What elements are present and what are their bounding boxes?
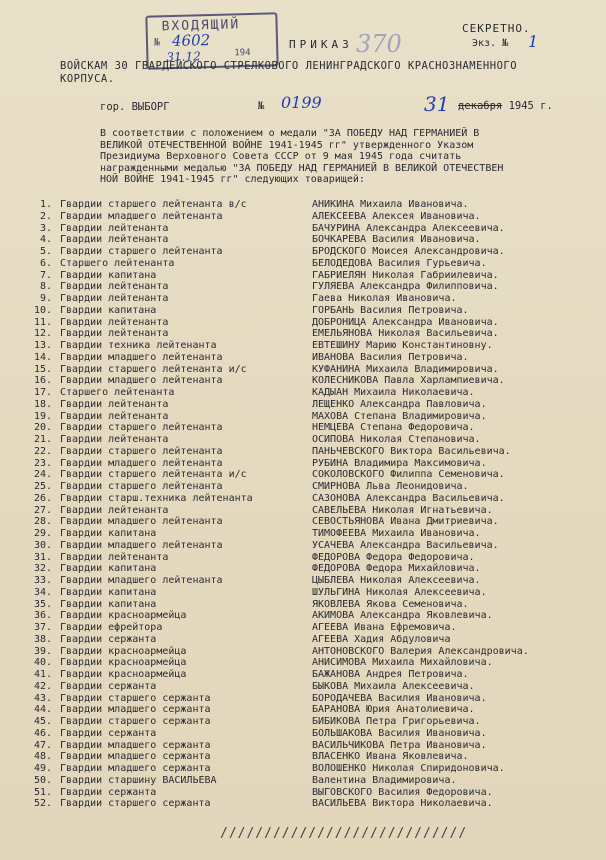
list-item-rank: Гвардии лейтенанта [60, 234, 169, 246]
list-item-name: ИВАНОВА Василия Петровича. [312, 351, 469, 363]
list-item-rank: Старшего лейтенанта [60, 257, 175, 269]
list-item-number: 20. [33, 422, 52, 434]
list-item-name: АНИСИМОВА Михаила Михайловича. [312, 657, 493, 669]
list-item-rank: Гвардии младшего сержанта [60, 751, 211, 763]
list-item-name: ВОЛОШЕНКО Николая Спиридоновича. [312, 763, 505, 774]
list-item-name: БАРАНОВА Юрия Анатолиевича. [312, 704, 475, 716]
list-item-number: 46. [33, 727, 52, 739]
list-item-rank: Гвардии младшего лейтенанта [60, 457, 223, 469]
order-number-label: № [258, 100, 265, 112]
copy-label: Экз. № [472, 38, 509, 49]
order-date [428, 100, 553, 112]
list-item-rank: Гвардии капитана [60, 598, 157, 610]
list-item-number: 35. [33, 598, 52, 610]
list-item-number: 42. [33, 680, 52, 692]
list-item-number: 52. [33, 798, 52, 810]
list-item-rank: Гвардии красноармейца [60, 645, 187, 657]
list-item-number: 41. [33, 669, 52, 680]
list-item-rank: Гвардии лейтенанта [60, 222, 169, 234]
list-item-number: 29. [33, 528, 52, 539]
list-item-rank: Гвардии сержанта [60, 633, 157, 645]
list-item-name: ОСИПОВА Николая Степановича. [312, 434, 481, 445]
list-item-number: 13. [33, 340, 52, 351]
list-item-rank: Гвардии ефрейтора [60, 622, 163, 633]
list-item-name: БРОДСКОГО Моисея Александровича. [312, 246, 505, 257]
list-item-rank: Гвардии сержанта [60, 727, 157, 739]
list-item-name: Валентина Владимировича. [312, 774, 457, 786]
list-item-name: ВЛАСЕНКО Ивана Яковлевича. [312, 751, 469, 763]
list-item-number: 38. [33, 633, 52, 645]
list-item-number: 1. [39, 199, 52, 210]
list-item-number: 4. [39, 234, 52, 246]
list-item-rank: Гвардии лейтенанта [60, 398, 169, 410]
document-heading: ПРИКАЗ [289, 38, 353, 51]
list-item-name: НЕМЦЕВА Степана Федоровича. [312, 422, 475, 434]
list-item-number: 44. [33, 704, 52, 716]
list-item-rank: Гвардии капитана [60, 528, 157, 539]
list-item-rank: Гвардии капитана [60, 563, 157, 575]
order-date-year: 1945 г. [508, 100, 553, 112]
list-item-rank: Гвардии сержанта [60, 786, 157, 798]
handwritten-scribble: 370 [356, 30, 402, 58]
list-item-number: 22. [33, 445, 52, 457]
stamp-title: ВХОДЯЩИЙ [161, 17, 241, 35]
list-item-rank: Гвардии старшего лейтенанта [60, 246, 223, 257]
order-date-handwritten: 31 [424, 92, 450, 116]
address-line: КОРПУСА. [60, 73, 115, 85]
list-item-name: БЕЛОДЕДОВА Василия Гурьевича. [312, 257, 487, 269]
list-item-number: 2. [39, 210, 52, 222]
list-item-number: 32. [33, 563, 52, 575]
list-item-rank: Гвардии младшего сержанта [60, 704, 211, 716]
secret-label: СЕКРЕТНО. [462, 22, 531, 35]
stamp-number-label: № [153, 37, 161, 49]
list-item-number: 3. [39, 222, 52, 234]
list-item-number: 7. [39, 269, 52, 281]
list-item-name: ЯКОВЛЕВА Якова Семеновича. [312, 598, 469, 610]
list-item-rank: Гвардии младшего лейтенанта [60, 575, 223, 586]
list-item-rank: Гвардии красноармейца [60, 610, 187, 622]
list-item-rank: Гвардии лейтенанта [60, 293, 169, 304]
list-item-number: 5. [39, 246, 52, 257]
list-item-rank: Гвардии красноармейца [60, 669, 187, 680]
list-item-number: 39. [33, 645, 52, 657]
list-item-number: 11. [33, 316, 52, 328]
list-item-name: АГЕЕВА Ивана Ефремовича. [312, 622, 457, 633]
list-item-name: ГАБРИЕЛЯН Николая Габриилевича. [312, 269, 499, 281]
list-item-number: 31. [33, 551, 52, 563]
list-item-name: БОЛЬШАКОВА Василия Ивановича. [312, 727, 487, 739]
preamble-line: Президиума Верховного Совета СССР от 9 мая 1945 года считать [100, 151, 462, 163]
list-item-name: ДОБРОНИЦА Александра Ивановича. [312, 316, 499, 328]
address-block [60, 60, 580, 86]
list-item-number: 45. [33, 716, 52, 727]
stamp-number-handwritten: 4602 [171, 31, 211, 51]
list-item-name: ЦЫБЛЕВА Николая Алексеевича. [312, 575, 481, 586]
list-item-rank: Гвардии старшего сержанта [60, 798, 211, 810]
list-item-name: БАЧУРИНА Александра Алексеевича. [312, 222, 505, 234]
list-item-name: СМИРНОВА Льва Леонидовича. [312, 481, 469, 492]
list-item-name: ВАСИЛЬЕВА Виктора Николаевича. [312, 798, 493, 810]
address-line: ВОЙСКАМ 30 ГВАРДЕЙСКОГО СТРЕЛКОВОГО ЛЕНИНГРАДСКОГО КРАСНОЗНАМЕННОГО [60, 60, 518, 72]
list-item-name: ЕВТЕШИНУ Марию Константиновну. [312, 340, 493, 351]
list-item-rank: Гвардии лейтенанта [60, 551, 169, 563]
list-item-number: 6. [39, 257, 52, 269]
list-item-number: 40. [33, 657, 52, 669]
list-item-rank: Старшего лейтенанта [60, 387, 175, 398]
list-item-name: МАХОВА Степана Владимировича. [312, 410, 487, 422]
list-item-rank: Гвардии старшего лейтенанта [60, 422, 223, 434]
list-item-rank: Гвардии сержанта [60, 680, 157, 692]
list-item-number: 16. [33, 375, 52, 387]
list-item-number: 48. [33, 751, 52, 763]
list-item-name: СЕВОСТЬЯНОВА Ивана Дмитриевича. [312, 516, 499, 528]
list-item-number: 50. [33, 774, 52, 786]
list-item-name: ФЕДОРОВА Федора Михайловича. [312, 563, 481, 575]
list-item [28, 797, 598, 810]
preamble-line: награжденными медалью "ЗА ПОБЕДУ НАД ГЕРМАНИЕЙ В ВЕЛИКОЙ ОТЕЧЕСТВЕН [100, 162, 504, 174]
list-item-name: БЫКОВА Михаила Алексеевича. [312, 680, 475, 692]
list-item-number: 43. [33, 692, 52, 704]
list-item-number: 28. [33, 516, 52, 528]
list-item-rank: Гвардии техника лейтенанта [60, 340, 217, 351]
list-item-rank: Гвардии капитана [60, 304, 157, 316]
list-item-name: БОЧКАРЕВА Василия Ивановича. [312, 234, 481, 246]
preamble-line: В соответствии с положением о медали "ЗА ПОБЕДУ НАД ГЕРМАНИЕЙ В [100, 128, 480, 139]
list-item-number: 37. [33, 622, 52, 633]
list-item-number: 8. [39, 281, 52, 293]
list-item-number: 26. [33, 492, 52, 504]
list-item-rank: Гвардии младшего лейтенанта [60, 516, 223, 528]
list-item-number: 23. [33, 457, 52, 469]
list-item-number: 9. [39, 293, 52, 304]
list-item-rank: Гвардии старшего сержанта [60, 692, 211, 704]
list-item-name: ТИМОФЕЕВА Михаила Ивановича. [312, 528, 481, 539]
list-item-number: 21. [33, 434, 52, 445]
list-item-name: АНИКИНА Михаила Ивановича. [312, 199, 469, 210]
list-item-rank: Гвардии лейтенанта [60, 410, 169, 422]
list-item-rank: Гвардии старшего лейтенанта [60, 481, 223, 492]
list-item-rank: Гвардии лейтенанта [60, 316, 169, 328]
list-item-number: 34. [33, 586, 52, 598]
list-item-name: БОРОДАЧЕВА Василия Ивановича. [312, 692, 487, 704]
list-item-name: ВЫГОВСКОГО Василия Федоровича. [312, 786, 493, 798]
list-item-name: ФЕДОРОВА Федора Федоровича. [312, 551, 475, 563]
list-item-number: 47. [33, 739, 52, 751]
list-item-name: ГОРБАНЬ Василия Петровича. [312, 304, 469, 316]
list-item-name: АГЕЕВА Хадия Абдуловича [312, 633, 451, 645]
list-item-rank: Гвардии старш.техника лейтенанта [60, 492, 253, 504]
list-item-name: КАДЫАН Михаила Николаевича. [312, 387, 475, 398]
list-item-number: 51. [33, 786, 52, 798]
list-item-name: Гаева Николая Ивановича. [312, 293, 457, 304]
list-item-rank: Гвардии старшего лейтенанта и/с [60, 469, 247, 481]
list-item-rank: Гвардии старшего лейтенанта и/с [60, 363, 247, 375]
list-item-rank: Гвардии младшего сержанта [60, 739, 211, 751]
list-item-name: САЗОНОВА Александра Васильевича. [312, 492, 505, 504]
list-item-number: 33. [33, 575, 52, 586]
order-city: гор. ВЫБОРГ [100, 101, 170, 113]
list-item-name: БАЖАНОВА Андрея Петровича. [312, 669, 469, 680]
list-item-name: АКИМОВА Александра Яковлевича. [312, 610, 493, 622]
list-item-name: РУБИНА Владимира Максимовича. [312, 457, 487, 469]
list-item-rank: Гвардии капитана [60, 586, 157, 598]
list-item-name: ЛЕЩЕНКО Александра Павловича. [312, 398, 487, 410]
list-item-number: 24. [33, 469, 52, 481]
list-item-name: КУФАНИНА Михаила Владимировича. [312, 363, 499, 375]
list-item-name: САВЕЛЬЕВА Николая Игнатьевича. [312, 504, 493, 516]
stamp-date-handwritten: 31.12 [166, 49, 201, 65]
list-item-name: ГУЛЯЕВА Александра Филипповича. [312, 281, 499, 293]
footer-marks: //////////////////////////// [220, 826, 468, 841]
order-number-handwritten: 0199 [281, 93, 322, 112]
list-item-name: БИБИКОВА Петра Григорьевича. [312, 716, 481, 727]
list-item-number: 25. [33, 481, 52, 492]
list-item-name: ВАСИЛЬЧИКОВА Петра Ивановича. [312, 739, 487, 751]
list-item-rank: Гвардии младшего сержанта [60, 763, 211, 774]
list-item-name: КОЛЕСНИКОВА Павла Харлампиевича. [312, 375, 505, 387]
list-item-rank: Гвардии лейтенанта [60, 281, 169, 293]
list-item-name: ЕМЕЛЬЯНОВА Николая Васильевича. [312, 328, 499, 340]
order-date-struck-month: декабря [458, 100, 503, 112]
copy-number-handwritten: 1 [528, 32, 539, 51]
list-item-rank: Гвардии капитана [60, 269, 157, 281]
list-item-rank: Гвардии младшего лейтенанта [60, 375, 223, 387]
list-item-number: 49. [33, 763, 52, 774]
list-item-name: ШУЛЬГИНА Николая Алексеевича. [312, 586, 487, 598]
list-item-number: 36. [33, 610, 52, 622]
list-item-name: АЛЕКСЕЕВА Алексея Ивановича. [312, 210, 481, 222]
list-item-number: 19. [33, 410, 52, 422]
list-item-rank: Гвардии старшего сержанта [60, 716, 211, 727]
list-item-number: 15. [33, 363, 52, 375]
list-item-rank: Гвардии старшину ВАСИЛЬЕВА [60, 774, 217, 786]
list-item-rank: Гвардии лейтенанта [60, 328, 169, 340]
list-item-number: 27. [33, 504, 52, 516]
list-item-number: 18. [33, 398, 52, 410]
list-item-number: 14. [33, 351, 52, 363]
list-item-name: ПАНЬЧЕВСКОГО Виктора Васильевича. [312, 445, 511, 457]
list-item-rank: Гвардии лейтенанта [60, 434, 169, 445]
list-item-rank: Гвардии лейтенанта [60, 504, 169, 516]
list-item-number: 17. [33, 387, 52, 398]
stamp-year: 194 [234, 47, 251, 59]
list-item-rank: Гвардии красноармейца [60, 657, 187, 669]
list-item-number: 30. [33, 539, 52, 551]
list-item-name: СОКОЛОВСКОГО Филиппа Семеновича. [312, 469, 505, 481]
list-item-name: АНТОНОВСКОГО Валерия Александровича. [312, 645, 529, 657]
list-item-number: 12. [33, 328, 52, 340]
list-item-rank: Гвардии старшего лейтенанта в/с [60, 199, 247, 210]
list-item-rank: Гвардии младшего лейтенанта [60, 210, 223, 222]
preamble-line: ВЕЛИКОЙ ОТЕЧЕСТВЕННОЙ ВОЙНЕ 1941-1945 гг" утвержденного Указом [100, 139, 474, 151]
list-item-number: 10. [33, 304, 52, 316]
list-item-rank: Гвардии старшего лейтенанта [60, 445, 223, 457]
preamble-line: НОЙ ВОЙНЕ 1941-1945 гг" следующих товарищей: [100, 174, 365, 186]
preamble [100, 128, 590, 186]
list-item-name: УСАЧЕВА Александра Васильевича. [312, 539, 499, 551]
list-item-rank: Гвардии младшего лейтенанта [60, 539, 223, 551]
list-item-rank: Гвардии младшего лейтенанта [60, 351, 223, 363]
